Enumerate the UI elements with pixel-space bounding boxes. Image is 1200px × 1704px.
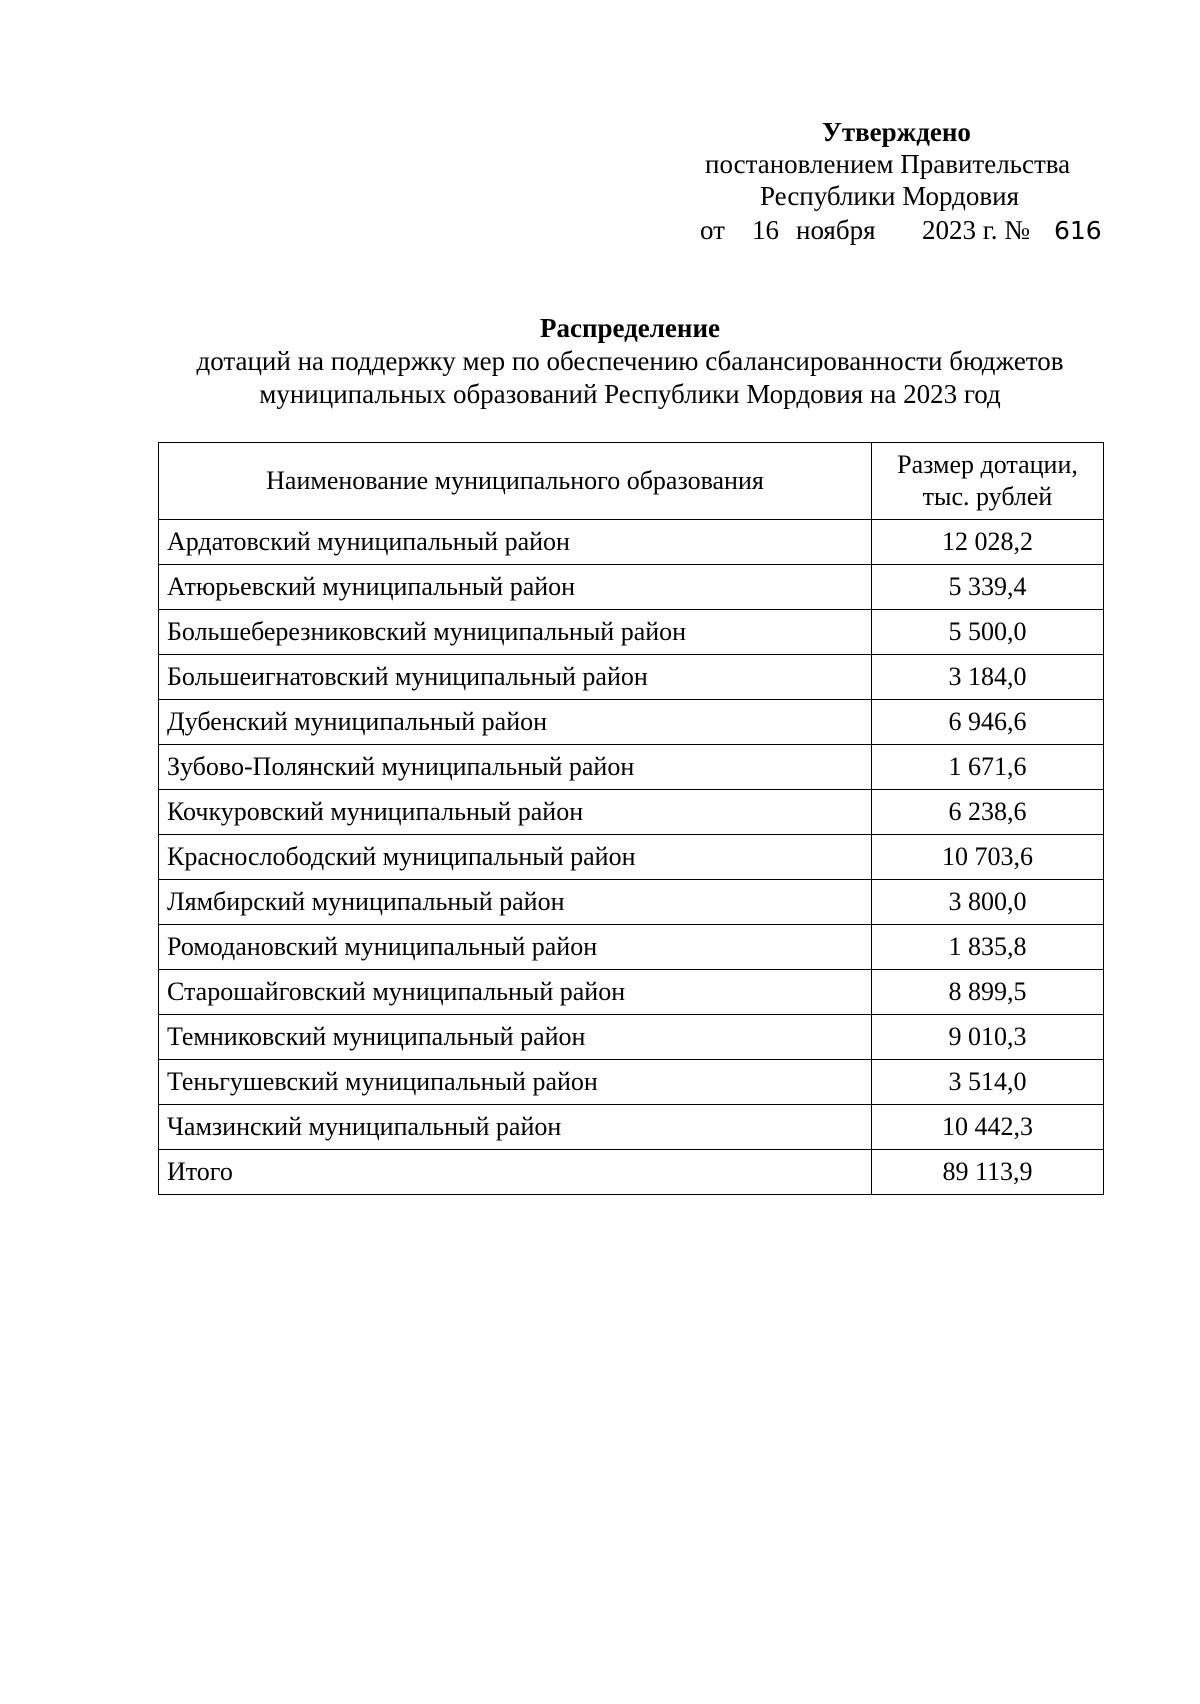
- table-row: [159, 700, 1104, 745]
- approval-block: [690, 116, 1120, 247]
- row-name: Большеигнатовский муниципальный район: [159, 655, 872, 700]
- approval-date-month: ноября: [796, 215, 876, 245]
- row-value: 5 339,4: [872, 565, 1104, 610]
- row-value: 3 800,0: [872, 880, 1104, 925]
- row-value: 9 010,3: [872, 1015, 1104, 1060]
- row-value: 5 500,0: [872, 610, 1104, 655]
- total-label: Итого: [159, 1150, 872, 1195]
- table-row: [159, 745, 1104, 790]
- row-value: 8 899,5: [872, 970, 1104, 1015]
- row-value: 6 946,6: [872, 700, 1104, 745]
- distribution-table: [158, 442, 1104, 1195]
- table-row: [159, 880, 1104, 925]
- row-value: 6 238,6: [872, 790, 1104, 835]
- row-value: 1 671,6: [872, 745, 1104, 790]
- row-name: Дубенский муниципальный район: [159, 700, 872, 745]
- table-row: [159, 925, 1104, 970]
- table-row: [159, 565, 1104, 610]
- row-name: Ромодановский муниципальный район: [159, 925, 872, 970]
- row-name: Старошайговский муниципальный район: [159, 970, 872, 1015]
- row-name: Зубово-Полянский муниципальный район: [159, 745, 872, 790]
- table-header-row: [159, 443, 1104, 520]
- table-row: [159, 1060, 1104, 1105]
- row-name: Темниковский муниципальный район: [159, 1015, 872, 1060]
- row-name: Атюрьевский муниципальный район: [159, 565, 872, 610]
- approval-line-resolution: постановлением Правительства: [705, 149, 1071, 179]
- row-name: Ардатовский муниципальный район: [159, 520, 872, 565]
- row-value: 3 184,0: [872, 655, 1104, 700]
- table-row: [159, 520, 1104, 565]
- approval-title: Утверждено: [822, 117, 971, 147]
- table-row: [159, 610, 1104, 655]
- document-heading: [150, 312, 1110, 411]
- row-value: 12 028,2: [872, 520, 1104, 565]
- table-row: [159, 790, 1104, 835]
- row-value: 3 514,0: [872, 1060, 1104, 1105]
- header-value: [872, 443, 1104, 520]
- table-row: [159, 1105, 1104, 1150]
- approval-date-line: [690, 214, 1120, 247]
- row-name: Чамзинский муниципальный район: [159, 1105, 872, 1150]
- row-value: 1 835,8: [872, 925, 1104, 970]
- row-value: 10 442,3: [872, 1105, 1104, 1150]
- row-name: Кочкуровский муниципальный район: [159, 790, 872, 835]
- approval-date-year: 2023 г. №: [922, 215, 1031, 245]
- document-subtitle-line1: дотаций на поддержку мер по обеспечению сбалансированности бюджетов: [196, 346, 1064, 376]
- row-name: Краснослободский муниципальный район: [159, 835, 872, 880]
- table-row: [159, 970, 1104, 1015]
- table-row: [159, 655, 1104, 700]
- row-name: Большеберезниковский муниципальный район: [159, 610, 872, 655]
- table-row: [159, 835, 1104, 880]
- row-name: Теньгушевский муниципальный район: [159, 1060, 872, 1105]
- approval-line-republic: Республики Мордовия: [760, 181, 1020, 211]
- header-value-line2: тыс. рублей: [922, 482, 1053, 511]
- approval-date-day: 16: [752, 215, 779, 245]
- approval-number: 616: [1054, 216, 1102, 245]
- header-value-line1: Размер дотации,: [897, 450, 1078, 479]
- total-value: 89 113,9: [872, 1150, 1104, 1195]
- row-name: Лямбирский муниципальный район: [159, 880, 872, 925]
- table-row: [159, 1015, 1104, 1060]
- header-name: Наименование муниципального образования: [159, 443, 872, 520]
- document-title: Распределение: [539, 313, 721, 343]
- row-value: 10 703,6: [872, 835, 1104, 880]
- document-subtitle-line2: муниципальных образований Республики Мордовия на 2023 год: [259, 379, 1001, 409]
- approval-date-prefix: от: [700, 215, 725, 245]
- table-total-row: [159, 1150, 1104, 1195]
